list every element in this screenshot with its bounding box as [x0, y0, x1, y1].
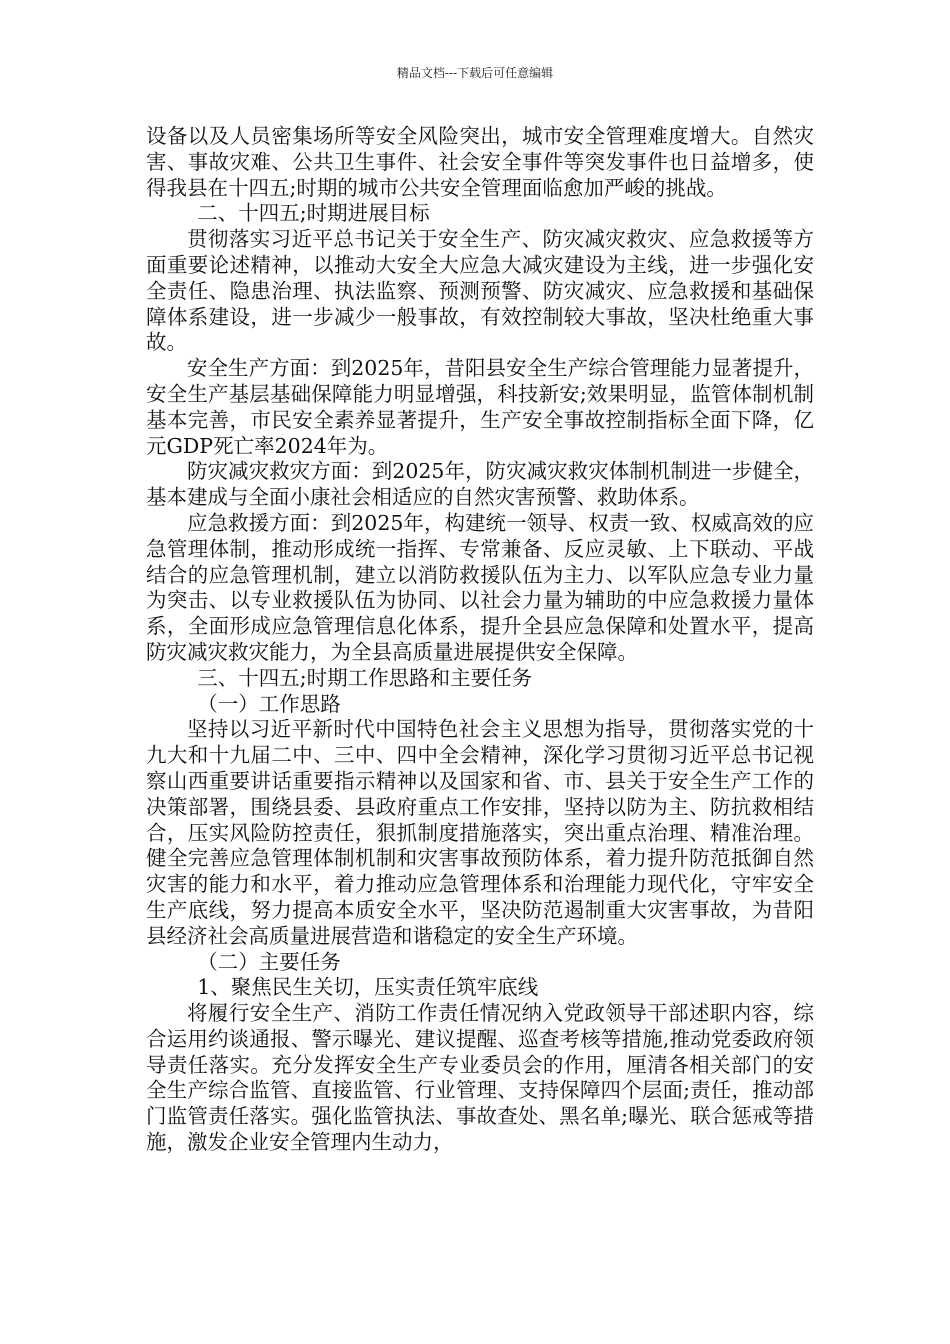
section-heading-3: 三、十四五;时期工作思路和主要任务 [197, 665, 533, 690]
subsection-heading-main-tasks: （二）主要任务 [197, 949, 341, 974]
task-heading-1: 1、聚焦民生关切，压实责任筑牢底线 [197, 975, 539, 1000]
paragraph-disaster-prevention: 防灾减灾救灾方面：到2025年，防灾减灾救灾体制机制进一步健全，基本建成与全面小康社会相适应的自然灾害预警、救助体系。 [146, 459, 814, 510]
paragraph-task-1: 将履行安全生产、消防工作责任情况纳入党政领导干部述职内容，综合运用约谈通报、警示曝光、建议提醒、巡查考核等措施,推动党委政府领导责任落实。充分发挥安全生产专业委员会的作用，厘清各相关部门的安全生产综合监管、直接监管、行业管理、支持保障四个层面;责任，推动部门监管责任落实。强化监管执法、事故查处、黑名单;曝光、联合惩戒等措施，激发企业安全管理内生动力， [146, 1001, 814, 1155]
paragraph-work-approach: 坚持以习近平新时代中国特色社会主义思想为指导，贯彻落实党的十九大和十九届二中、三中、四中全会精神，深化学习贯彻习近平总书记视察山西重要讲话重要指示精神以及国家和省、市、县关于安全生产工作的决策部署，围绕县委、县政府重点工作安排，坚持以防为主、防抗救相结合，压实风险防控责任，狠抓制度措施落实，突出重点治理、精准治理。健全完善应急管理体制机制和灾害事故预防体系，着力提升防范抵御自然灾害的能力和水平，着力推动应急管理体系和治理能力现代化，守牢安全生产底线，努力提高本质安全水平，坚决防范遏制重大灾害事故，为昔阳县经济社会高质量进展营造和谐稳定的安全生产环境。 [146, 717, 814, 948]
section-heading-2: 二、十四五;时期进展目标 [197, 201, 430, 226]
paragraph-emergency-rescue: 应急救援方面：到2025年，构建统一领导、权责一致、权威高效的应急管理体制，推动形成统一指挥、专常兼备、反应灵敏、上下联动、平战结合的应急管理机制，建立以消防救援队伍为主力、以军队应急专业力量为突击、以专业救援队伍为协同、以社会力量为辅助的中应急救援力量体系，全面形成应急管理信息化体系，提升全县应急保障和处置水平，提高防灾减灾救灾能力，为全县高质量进展提供安全保障。 [146, 510, 814, 664]
paragraph-safety-production: 安全生产方面：到2025年，昔阳县安全生产综合管理能力显著提升，安全生产基层基础保障能力明显增强，科技新安;效果明显，监管体制机制基本完善，市民安全素养显著提升，生产安全事故控制指标全面下降，亿元GDP死亡率2024年为。 [146, 356, 814, 458]
document-body [146, 124, 814, 1156]
subsection-heading-work-approach: （一）工作思路 [197, 691, 341, 716]
paragraph-1: 贯彻落实习近平总书记关于安全生产、防灾减灾救灾、应急救援等方面重要论述精神，以推动大安全大应急大减灾建设为主线，进一步强化安全责任、隐患治理、执法监察、预测预警、防灾减灾、应急救援和基础保障体系建设，进一步减少一般事故，有效控制较大事故，坚决杜绝重大事故。 [146, 227, 814, 355]
page-header: 精品文档---下载后可任意编辑 [396, 66, 554, 80]
paragraph-0: 设备以及人员密集场所等安全风险突出，城市安全管理难度增大。自然灾害、事故灾难、公共卫生事件、社会安全事件等突发事件也日益增多，使得我县在十四五;时期的城市公共安全管理面临愈加严峻的挑战。 [146, 124, 814, 200]
